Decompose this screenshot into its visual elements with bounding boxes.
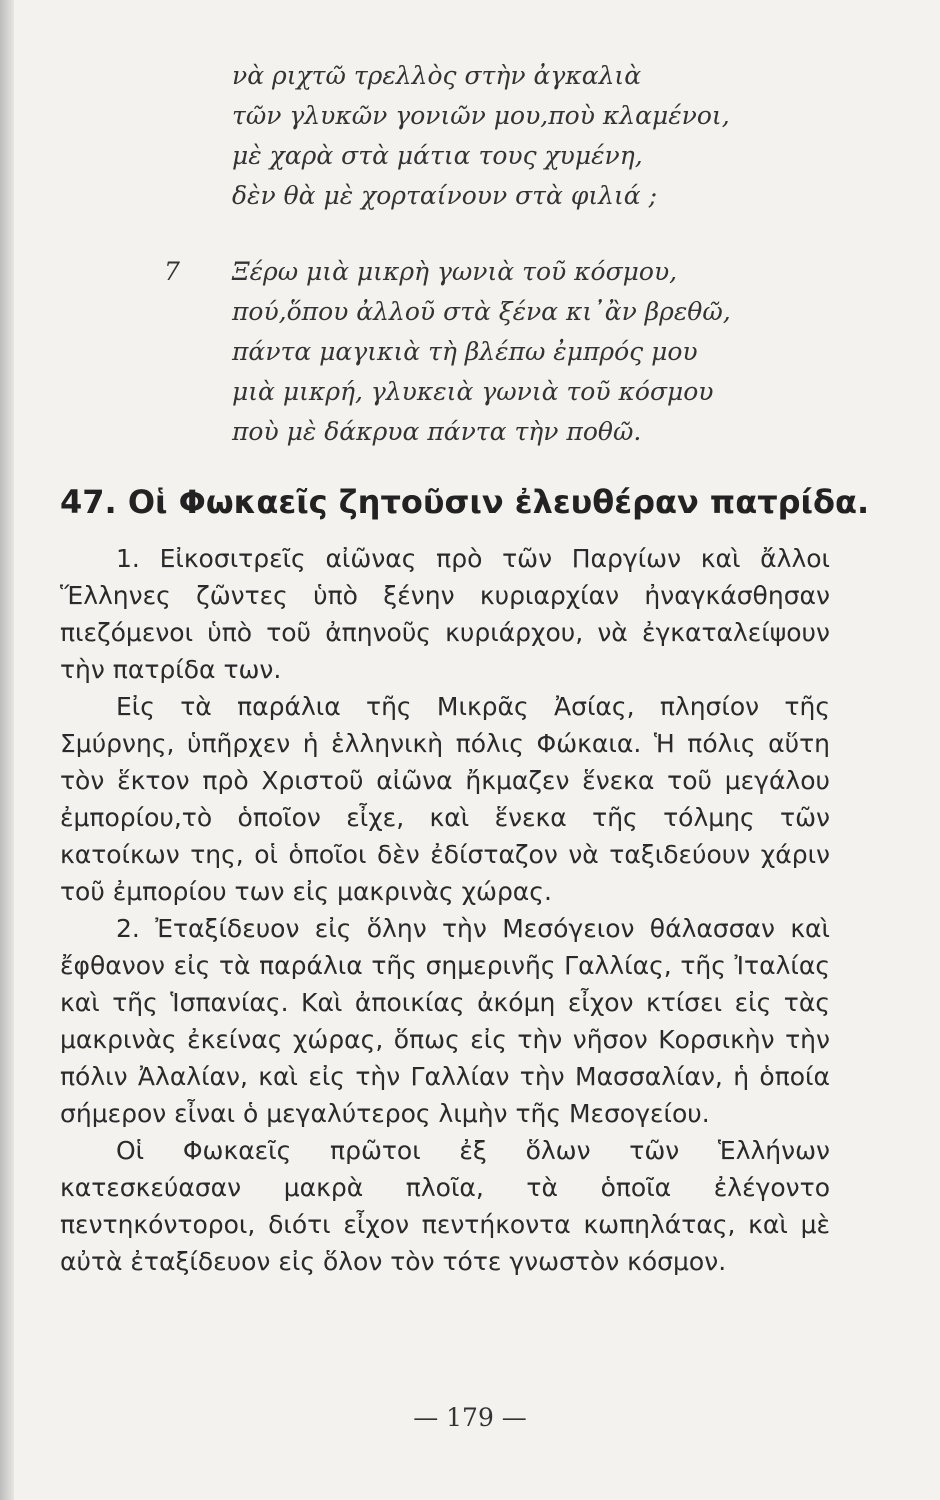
stanza-number: 7 — [164, 257, 180, 286]
chapter-body — [60, 540, 830, 1280]
poem-line: Ξέρω μιὰ μικρὴ γωνιὰ τοῦ κόσμου, — [232, 257, 678, 286]
poem-line: τῶν γλυκῶν γονιῶν μου,ποὺ κλαμένοι, — [232, 101, 730, 130]
poem-line: μὲ χαρὰ στὰ μάτια τους χυμένη, — [232, 141, 643, 170]
poem-line: πού,ὅπου ἀλλοῦ στὰ ξένα κι᾿ἂν βρεθῶ, — [232, 297, 731, 326]
poem-line: δὲν θὰ μὲ χορταίνουν στὰ φιλιά ; — [232, 181, 658, 210]
poem-line: νὰ ριχτῶ τρελλὸς στὴν ἀγκαλιὰ — [232, 61, 642, 90]
paragraph: 2. Ἐταξίδευον εἰς ὅλην τὴν Μεσόγειον θάλασσαν καὶ ἔφθανον εἰς τὰ παράλια τῆς σημερινῆς Γαλλίας, τῆς Ἰταλίας καὶ τῆς Ἱσπανίας. Καὶ ἀποικίας ἀκόμη εἶχον κτίσει εἰς τὰς μακρινὰς ἐκείνας χώρας, ὅπως εἰς τὴν νῆσον Κορσικὴν τὴν πόλιν Ἀλαλίαν, καὶ εἰς τὴν Γαλλίαν τὴν Μασσαλίαν, ἡ ὁποία σήμερον εἶναι ὁ μεγαλύτερος λιμὴν τῆς Μεσογείου. — [60, 914, 830, 1128]
paragraph: Εἰς τὰ παράλια τῆς Μικρᾶς Ἀσίας, πλησίον τῆς Σμύρνης, ὑπῆρχεν ἡ ἑλληνικὴ πόλις Φώκαια. Ἡ πόλις αὕτη τὸν ἕκτον πρὸ Χριστοῦ αἰῶνα ἤκμαζεν ἕνεκα τοῦ μεγάλου ἐμπορίου,τὸ ὁποῖον εἶχε, καὶ ἕνεκα τῆς τόλμης τῶν κατοίκων της, οἱ ὁποῖοι δὲν ἐδίσταζον νὰ ταξιδεύουν χάριν τοῦ ἐμπορίου των εἰς μακρινὰς χώρας. — [60, 692, 830, 906]
poem-line: μιὰ μικρή, γλυκειὰ γωνιὰ τοῦ κόσμου — [232, 377, 714, 406]
poem-line: ποὺ μὲ δάκρυα πάντα τὴν ποθῶ. — [232, 417, 642, 446]
poem-line: πάντα μαγικιὰ τὴ βλέπω ἐμπρός μου — [232, 337, 698, 366]
chapter-heading: 47. Οἱ Φωκαεῖς ζητοῦσιν ἐλευθέραν πατρίδα. — [60, 483, 870, 521]
page-edge-shadow — [0, 0, 14, 1500]
paragraph: Οἱ Φωκαεῖς πρῶτοι ἐξ ὅλων τῶν Ἑλλήνων κατεσκεύασαν μακρὰ πλοῖα, τὰ ὁποῖα ἐλέγοντο πεντηκόντοροι, διότι εἶχον πεντήκοντα κωπηλάτας, καὶ μὲ αὐτὰ ἐταξίδευον εἰς ὅλον τὸν τότε γνωστὸν κόσμον. — [60, 1136, 830, 1276]
paragraph: 1. Εἰκοσιτρεῖς αἰῶνας πρὸ τῶν Παργίων καὶ ἄλλοι Ἕλληνες ζῶντες ὑπὸ ξένην κυριαρχίαν ἠναγκάσθησαν πιεζόμενοι ὑπὸ τοῦ ἀπηνοῦς κυριάρχου, νὰ ἐγκαταλείψουν τὴν πατρίδα των. — [60, 544, 830, 684]
page-number: — 179 — — [413, 1403, 527, 1432]
